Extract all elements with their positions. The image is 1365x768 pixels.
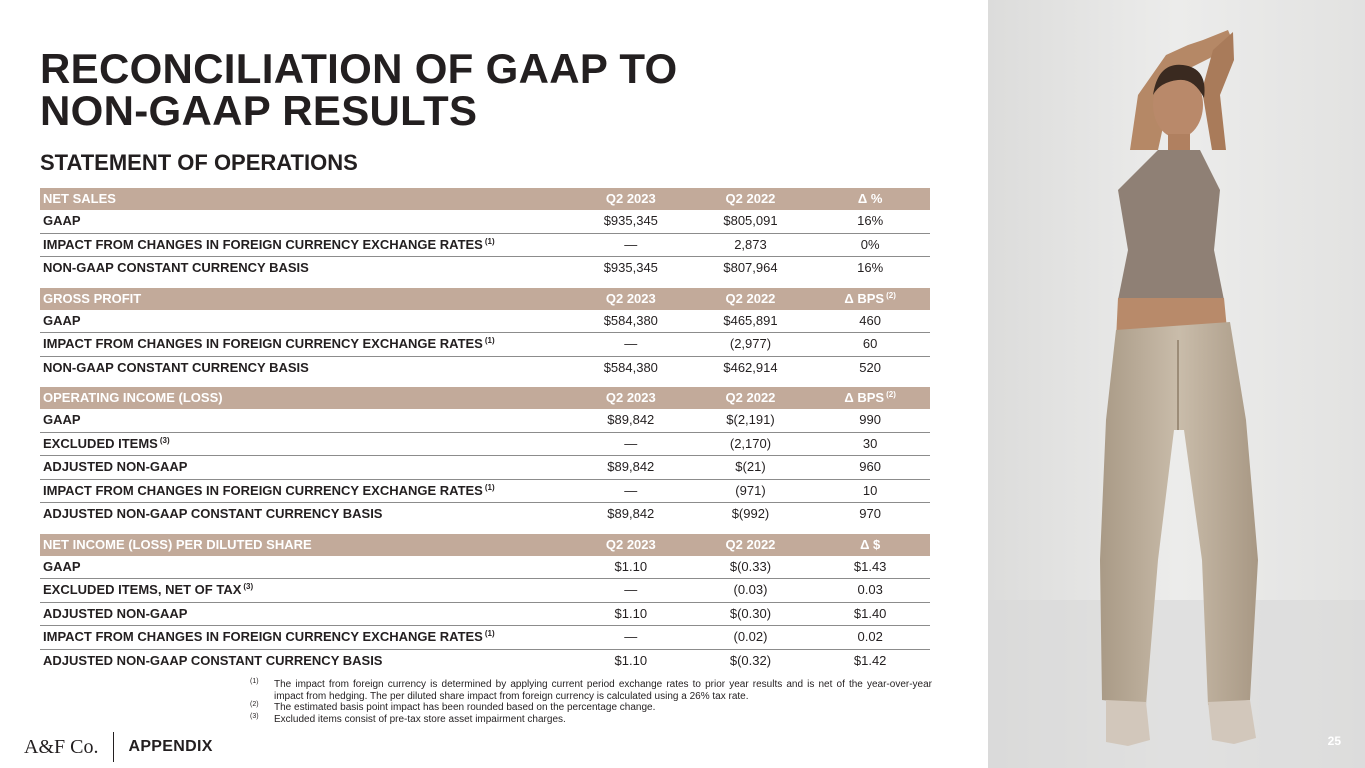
value-current: [571, 432, 691, 456]
value-prior: [691, 233, 811, 257]
row-label-text: IMPACT FROM CHANGES IN FOREIGN CURRENCY EXCHANGE RATES: [43, 236, 483, 252]
column-header-current: [571, 534, 691, 556]
value-prior-text: $(0.32): [729, 652, 772, 668]
value-change: [810, 503, 930, 526]
value-prior: [691, 356, 811, 379]
value-current: [571, 479, 691, 503]
column-header-current-text: Q2 2023: [605, 536, 656, 552]
column-header-prior: [691, 288, 811, 310]
company-logo: A&F Co.: [24, 736, 99, 758]
value-current: [571, 257, 691, 280]
footnotes: [250, 679, 932, 725]
value-prior: [691, 602, 811, 626]
value-current-text: $935,345: [603, 260, 658, 276]
row-label-text: EXCLUDED ITEMS, NET OF TAX: [43, 582, 242, 598]
row-label-text: IMPACT FROM CHANGES IN FOREIGN CURRENCY EXCHANGE RATES: [43, 482, 483, 498]
row-label-text: GAAP: [43, 312, 81, 328]
row-label: [40, 649, 571, 672]
value-prior: [691, 310, 811, 333]
section-spacer: [40, 280, 930, 288]
photo-floor: [988, 600, 1365, 768]
value-change-text: 30: [862, 435, 878, 451]
value-prior: [691, 409, 811, 432]
column-header-change-text: Δ BPS: [844, 390, 885, 405]
row-label: [40, 626, 571, 650]
value-change: [810, 210, 930, 233]
value-current-text: $1.10: [614, 652, 648, 668]
value-change: [810, 602, 930, 626]
table-row: [40, 333, 930, 357]
section-header-label-text: NET INCOME (LOSS) PER DILUTED SHARE: [43, 536, 312, 552]
footnote-mark: (2): [250, 701, 259, 708]
row-label: [40, 432, 571, 456]
column-header-prior-text: Q2 2022: [725, 191, 776, 206]
row-label: [40, 356, 571, 379]
footnote-1: [250, 679, 932, 702]
value-current-text: —: [624, 435, 638, 451]
value-prior-text: $(21): [735, 459, 766, 475]
table-row: [40, 257, 930, 280]
value-prior-text: $(0.33): [729, 558, 772, 574]
footnote-ref: (3): [159, 435, 170, 445]
value-prior: [691, 626, 811, 650]
value-change-text: 10: [862, 482, 878, 498]
value-change-text: 0.03: [857, 582, 883, 598]
row-label-text: GAAP: [43, 412, 81, 428]
value-change: [810, 310, 930, 333]
table-row: [40, 356, 930, 379]
section-header-label: [40, 288, 571, 310]
footnote-2: [250, 702, 932, 714]
value-current: [571, 456, 691, 480]
value-prior-text: $807,964: [723, 260, 778, 276]
table-row: [40, 210, 930, 233]
row-label-text: ADJUSTED NON-GAAP: [43, 459, 188, 475]
value-current-text: —: [624, 582, 638, 598]
value-current-text: —: [624, 336, 638, 352]
section-header-label-text: GROSS PROFIT: [43, 290, 142, 306]
column-header-prior-text: Q2 2022: [725, 536, 776, 552]
value-prior-text: (2,977): [729, 336, 772, 352]
value-current-text: $584,380: [603, 359, 658, 375]
section-header-label: [40, 188, 571, 210]
section-header-row: [40, 534, 930, 556]
value-current-text: $584,380: [603, 312, 658, 328]
footnote-ref: (1): [484, 629, 495, 639]
value-change-text: 0.02: [857, 629, 883, 645]
section-header-row: [40, 387, 930, 409]
row-label-text: ADJUSTED NON-GAAP: [43, 605, 188, 621]
value-prior-text: $805,091: [723, 213, 778, 229]
column-header-prior-text: Q2 2022: [725, 390, 776, 405]
column-header-prior: [691, 534, 811, 556]
value-change-text: $1.42: [853, 652, 887, 668]
footnote-3: [250, 714, 932, 726]
column-header-change: [810, 534, 930, 556]
row-label: [40, 210, 571, 233]
value-current-text: $935,345: [603, 213, 658, 229]
section-header-row: [40, 288, 930, 310]
value-prior: [691, 649, 811, 672]
footnote-mark: (1): [250, 678, 259, 685]
row-label: [40, 479, 571, 503]
table-row: [40, 649, 930, 672]
row-label-text: IMPACT FROM CHANGES IN FOREIGN CURRENCY EXCHANGE RATES: [43, 629, 483, 645]
row-label-text: GAAP: [43, 213, 81, 229]
value-prior-text: $(0.30): [729, 605, 772, 621]
value-prior-text: (2,170): [729, 435, 772, 451]
row-label-text: NON-GAAP CONSTANT CURRENCY BASIS: [43, 260, 309, 276]
footnote-text: The estimated basis point impact has been rounded based on the percentage change.: [274, 702, 656, 713]
value-change: [810, 432, 930, 456]
section-spacer: [40, 379, 930, 387]
row-label-text: IMPACT FROM CHANGES IN FOREIGN CURRENCY EXCHANGE RATES: [43, 336, 483, 352]
value-prior-text: $(992): [731, 506, 770, 522]
value-change-text: 960: [859, 459, 881, 475]
column-header-current-text: Q2 2023: [605, 290, 656, 306]
value-change-text: $1.43: [853, 558, 887, 574]
footnote-ref: (1): [484, 336, 495, 346]
value-prior-text: $465,891: [723, 312, 778, 328]
row-label-text: EXCLUDED ITEMS: [43, 435, 158, 451]
footnote-mark: (3): [250, 712, 259, 720]
column-header-change: [810, 387, 930, 409]
value-prior: [691, 579, 811, 603]
value-current: [571, 649, 691, 672]
value-current: [571, 556, 691, 579]
column-header-change-text: Δ $: [860, 536, 881, 552]
title-line-1: RECONCILIATION OF GAAP TO: [40, 45, 678, 92]
table-row: [40, 503, 930, 526]
model-left-boot: [1106, 700, 1150, 746]
value-change-text: 0%: [860, 236, 880, 252]
model-right-boot: [1208, 700, 1256, 744]
section-header-label-text: NET SALES: [43, 191, 116, 206]
value-change-text: $1.40: [853, 605, 887, 621]
value-change: [810, 556, 930, 579]
section-label: APPENDIX: [128, 738, 213, 755]
table-row: [40, 456, 930, 480]
row-label: [40, 333, 571, 357]
value-prior-text: $462,914: [723, 359, 778, 375]
value-current-text: $1.10: [614, 558, 648, 574]
value-change-text: 990: [859, 412, 881, 428]
brand-divider: [113, 732, 114, 762]
footnote-ref: (2): [886, 290, 896, 300]
page-title: [40, 45, 678, 134]
table-row: [40, 409, 930, 432]
value-prior-text: (971): [735, 482, 766, 498]
column-header-change: [810, 288, 930, 310]
footnote-ref: (3): [243, 582, 254, 592]
value-change: [810, 579, 930, 603]
value-current-text: —: [624, 236, 638, 252]
value-change: [810, 479, 930, 503]
value-prior: [691, 479, 811, 503]
column-header-current: [571, 288, 691, 310]
table-row: [40, 602, 930, 626]
value-prior: [691, 556, 811, 579]
column-header-current: [571, 188, 691, 210]
column-header-prior: [691, 188, 811, 210]
value-current: [571, 626, 691, 650]
row-label-text: ADJUSTED NON-GAAP CONSTANT CURRENCY BASIS: [43, 652, 383, 668]
section-spacer: [40, 526, 930, 534]
row-label: [40, 409, 571, 432]
value-change: [810, 333, 930, 357]
value-current-text: $89,842: [607, 459, 655, 475]
row-label: [40, 602, 571, 626]
value-current: [571, 233, 691, 257]
section-subtitle: STATEMENT OF OPERATIONS: [40, 150, 358, 175]
row-label: [40, 257, 571, 280]
row-label: [40, 579, 571, 603]
value-current-text: $89,842: [607, 506, 655, 522]
value-prior-text: 2,873: [734, 236, 767, 252]
row-label: [40, 456, 571, 480]
value-change-text: 520: [859, 359, 881, 375]
row-label-text: GAAP: [43, 558, 81, 574]
title-line-2: NON-GAAP RESULTS: [40, 87, 478, 134]
footnote-text: Excluded items consist of pre-tax store asset impairment charges.: [274, 713, 566, 725]
table-row: [40, 310, 930, 333]
value-change-text: 60: [862, 336, 878, 352]
section-header-label: [40, 387, 571, 409]
footnote-text: The impact from foreign currency is determined by applying current period exchange rates to prior year results and is net of the year-over-year impact from hedging. The per diluted share impact from foreign currency is calculated using a 26% tax rate.: [274, 679, 932, 702]
value-change: [810, 356, 930, 379]
column-header-prior: [691, 387, 811, 409]
column-header-change-text: Δ %: [857, 191, 883, 206]
model-illustration: [988, 0, 1365, 768]
value-current: [571, 503, 691, 526]
table-row: [40, 233, 930, 257]
footnote-ref: (1): [484, 236, 495, 246]
row-label: [40, 310, 571, 333]
value-current: [571, 333, 691, 357]
row-label-text: ADJUSTED NON-GAAP CONSTANT CURRENCY BASIS: [43, 506, 383, 522]
table-row: [40, 626, 930, 650]
statement-of-operations-table: [40, 188, 930, 672]
value-prior: [691, 210, 811, 233]
value-current: [571, 356, 691, 379]
column-header-current-text: Q2 2023: [605, 390, 656, 405]
table-row: [40, 556, 930, 579]
table-body: [40, 188, 930, 672]
value-change-text: 460: [859, 312, 881, 328]
row-label: [40, 503, 571, 526]
value-current: [571, 210, 691, 233]
column-header-change: [810, 188, 930, 210]
value-change: [810, 456, 930, 480]
column-header-current: [571, 387, 691, 409]
table-row: [40, 579, 930, 603]
value-prior-text: (0.02): [733, 629, 768, 645]
section-header-row: [40, 188, 930, 210]
value-prior: [691, 503, 811, 526]
section-header-label: [40, 534, 571, 556]
value-current: [571, 579, 691, 603]
footnote-ref: (1): [484, 482, 495, 492]
value-change-text: 970: [859, 506, 881, 522]
table-row: [40, 432, 930, 456]
value-prior: [691, 257, 811, 280]
column-header-change-text: Δ BPS: [844, 290, 885, 306]
value-change: [810, 649, 930, 672]
value-change: [810, 257, 930, 280]
value-current-text: —: [624, 629, 638, 645]
value-current: [571, 310, 691, 333]
value-prior: [691, 456, 811, 480]
value-change: [810, 233, 930, 257]
value-change: [810, 409, 930, 432]
section-header-label-text: OPERATING INCOME (LOSS): [43, 390, 223, 405]
footnote-ref: (2): [886, 390, 896, 399]
value-prior-text: (0.03): [733, 582, 768, 598]
row-label: [40, 233, 571, 257]
value-current-text: —: [624, 482, 638, 498]
column-header-current-text: Q2 2023: [605, 191, 656, 206]
value-current: [571, 602, 691, 626]
table-row: [40, 479, 930, 503]
brand-footer: [24, 732, 213, 762]
value-change-text: 16%: [857, 213, 884, 229]
column-header-prior-text: Q2 2022: [725, 290, 776, 306]
value-current-text: $89,842: [607, 412, 655, 428]
row-label-text: NON-GAAP CONSTANT CURRENCY BASIS: [43, 359, 309, 375]
value-change: [810, 626, 930, 650]
row-label: [40, 556, 571, 579]
value-prior: [691, 333, 811, 357]
page-number: 25: [1327, 734, 1341, 748]
value-current-text: $1.10: [614, 605, 648, 621]
value-current: [571, 409, 691, 432]
value-prior: [691, 432, 811, 456]
value-change-text: 16%: [857, 260, 884, 276]
model-photo: [988, 0, 1365, 768]
value-prior-text: $(2,191): [726, 412, 775, 428]
